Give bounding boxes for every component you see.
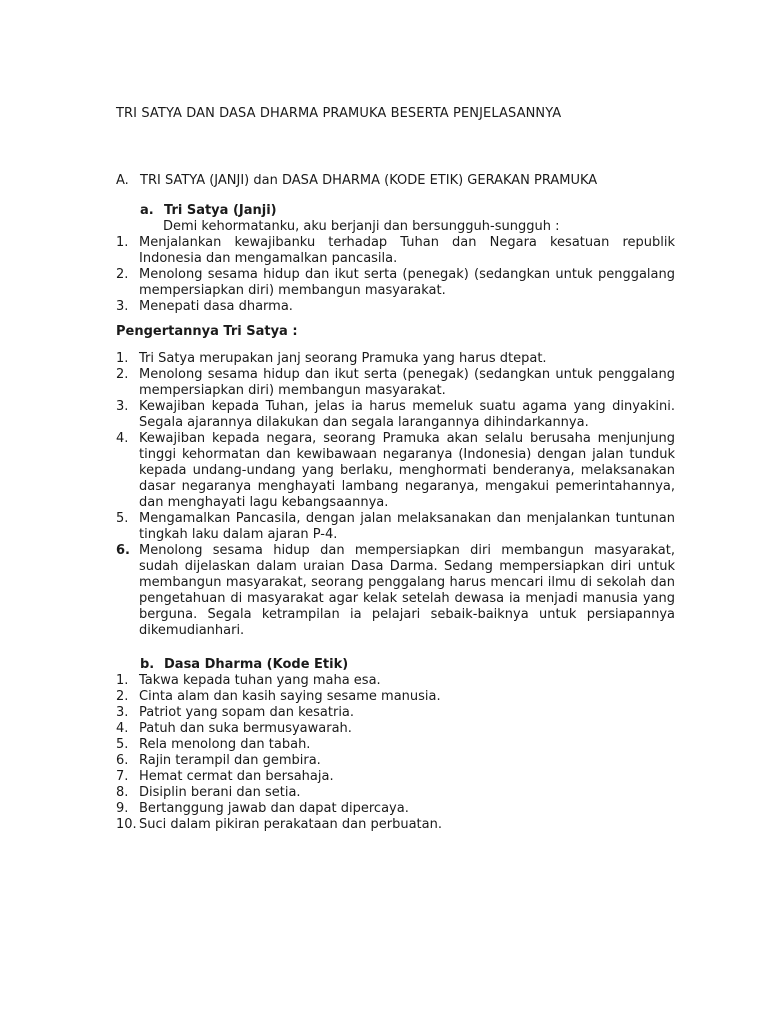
list-text: Bertanggung jawab dan dapat dipercaya. (139, 801, 409, 816)
list-item (116, 543, 675, 639)
list-text: Menolong sesama hidup dan mempersiapkan diri membangun masyarakat, sudah dijelaskan dalam uraian Dasa Darma. Sedang mempersiapkan diri untuk membangun masyarakat, seorang penggalang harus mencari ilmu di sekolah dan pengetahuan di masyarakat agar kelak setelah dewasa ia menjadi manusia yang berguna. Segala ketrampilan ia pelajari sebaik-baiknya untuk persiapannya dikemudianhari. (139, 543, 675, 638)
list-number: 8. (116, 785, 129, 800)
dasa-dharma-title: Dasa Dharma (Kode Etik) (164, 657, 349, 672)
list-item (116, 689, 675, 705)
list-item (116, 817, 675, 833)
list-item (116, 267, 675, 299)
list-number: 3. (116, 705, 129, 720)
tri-satya-title: Tri Satya (Janji) (164, 203, 277, 218)
list-text: Patriot yang sopam dan kesatria. (139, 705, 355, 720)
list-item (116, 801, 675, 817)
list-item (116, 367, 675, 399)
list-text: Mengamalkan Pancasila, dengan jalan melaksanakan dan menjalankan tuntunan tingkah laku dalam ajaran P-4. (139, 511, 675, 542)
list-number: 5. (116, 511, 129, 526)
list-text: Kewajiban kepada Tuhan, jelas ia harus memeluk suatu agama yang dinyakini. Segala ajarannya dilakukan dan segala larangannya dihindarkannya. (139, 399, 675, 430)
list-item (116, 705, 675, 721)
list-item (116, 351, 675, 367)
list-text: Cinta alam dan kasih saying sesame manusia. (139, 689, 441, 704)
pengertian-heading: Pengertannya Tri Satya : (116, 324, 298, 339)
list-text: Suci dalam pikiran perakataan dan perbuatan. (139, 817, 442, 832)
list-text: Menolong sesama hidup dan ikut serta (penegak) (sedangkan untuk penggalang mempersiapkan diri) membangun masyarakat. (139, 367, 675, 398)
list-item (116, 737, 675, 753)
list-number: 10. (116, 817, 137, 832)
list-text: Menepati dasa dharma. (139, 299, 293, 314)
tri-satya-list (116, 235, 675, 315)
list-number: 1. (116, 673, 129, 688)
list-item (116, 785, 675, 801)
pengertian-list (116, 351, 675, 639)
list-number: 9. (116, 801, 129, 816)
dasa-dharma-list (116, 673, 675, 833)
list-number: 6. (116, 543, 130, 558)
list-text: Takwa kepada tuhan yang maha esa. (139, 673, 381, 688)
list-number: 7. (116, 769, 129, 784)
list-item (116, 769, 675, 785)
document-body (116, 203, 675, 833)
list-item (116, 721, 675, 737)
list-text: Menolong sesama hidup dan ikut serta (penegak) (sedangkan untuk penggalang mempersiapkan diri) membangun masyarakat. (139, 267, 675, 298)
tri-satya-intro: Demi kehormatanku, aku berjanji dan bersungguh-sungguh : (163, 219, 560, 234)
list-text: Kewajiban kepada negara, seorang Pramuka akan selalu berusaha menjunjung tinggi kehormatan dan kewibawaan negaranya (Indonesia) dengan jalan tunduk kepada undang-undang yang berlaku, menghormati benderanya, melaksanakan dasar negaranya menghayati lambang negaranya, mengakui pemerintahannya, dan menghayati lagu kebangsaannya. (139, 431, 675, 510)
section-a-heading (116, 173, 597, 189)
list-text: Rela menolong dan tabah. (139, 737, 311, 752)
list-number: 2. (116, 689, 129, 704)
list-text: Patuh dan suka bermusyawarah. (139, 721, 352, 736)
list-text: Rajin terampil dan gembira. (139, 753, 321, 768)
dasa-dharma-heading (116, 657, 675, 673)
document-title: TRI SATYA DAN DASA DHARMA PRAMUKA BESERTA PENJELASANNYA (116, 106, 562, 121)
list-text: Menjalankan kewajibanku terhadap Tuhan dan Negara kesatuan republik Indonesia dan mengamalkan pancasila. (139, 235, 675, 266)
list-text: Hemat cermat dan bersahaja. (139, 769, 334, 784)
tri-satya-marker: a. (140, 203, 154, 218)
list-number: 3. (116, 399, 129, 414)
list-number: 4. (116, 431, 129, 446)
list-number: 5. (116, 737, 129, 752)
list-number: 1. (116, 235, 129, 250)
list-item (116, 431, 675, 511)
list-item (116, 299, 675, 315)
list-item (116, 673, 675, 689)
list-number: 4. (116, 721, 129, 736)
list-text: Tri Satya merupakan janj seorang Pramuka yang harus dtepat. (139, 351, 547, 366)
list-text: Disiplin berani dan setia. (139, 785, 301, 800)
list-number: 3. (116, 299, 129, 314)
list-item (116, 511, 675, 543)
list-number: 1. (116, 351, 129, 366)
list-number: 2. (116, 367, 129, 382)
list-number: 6. (116, 753, 129, 768)
section-a-marker: A. (116, 173, 129, 188)
list-item (116, 399, 675, 431)
list-item (116, 235, 675, 267)
section-a-title: TRI SATYA (JANJI) dan DASA DHARMA (KODE ETIK) GERAKAN PRAMUKA (140, 173, 598, 188)
list-item (116, 753, 675, 769)
spacer (116, 639, 675, 657)
tri-satya-heading (116, 203, 675, 219)
list-number: 2. (116, 267, 129, 282)
dasa-dharma-marker: b. (140, 657, 155, 672)
